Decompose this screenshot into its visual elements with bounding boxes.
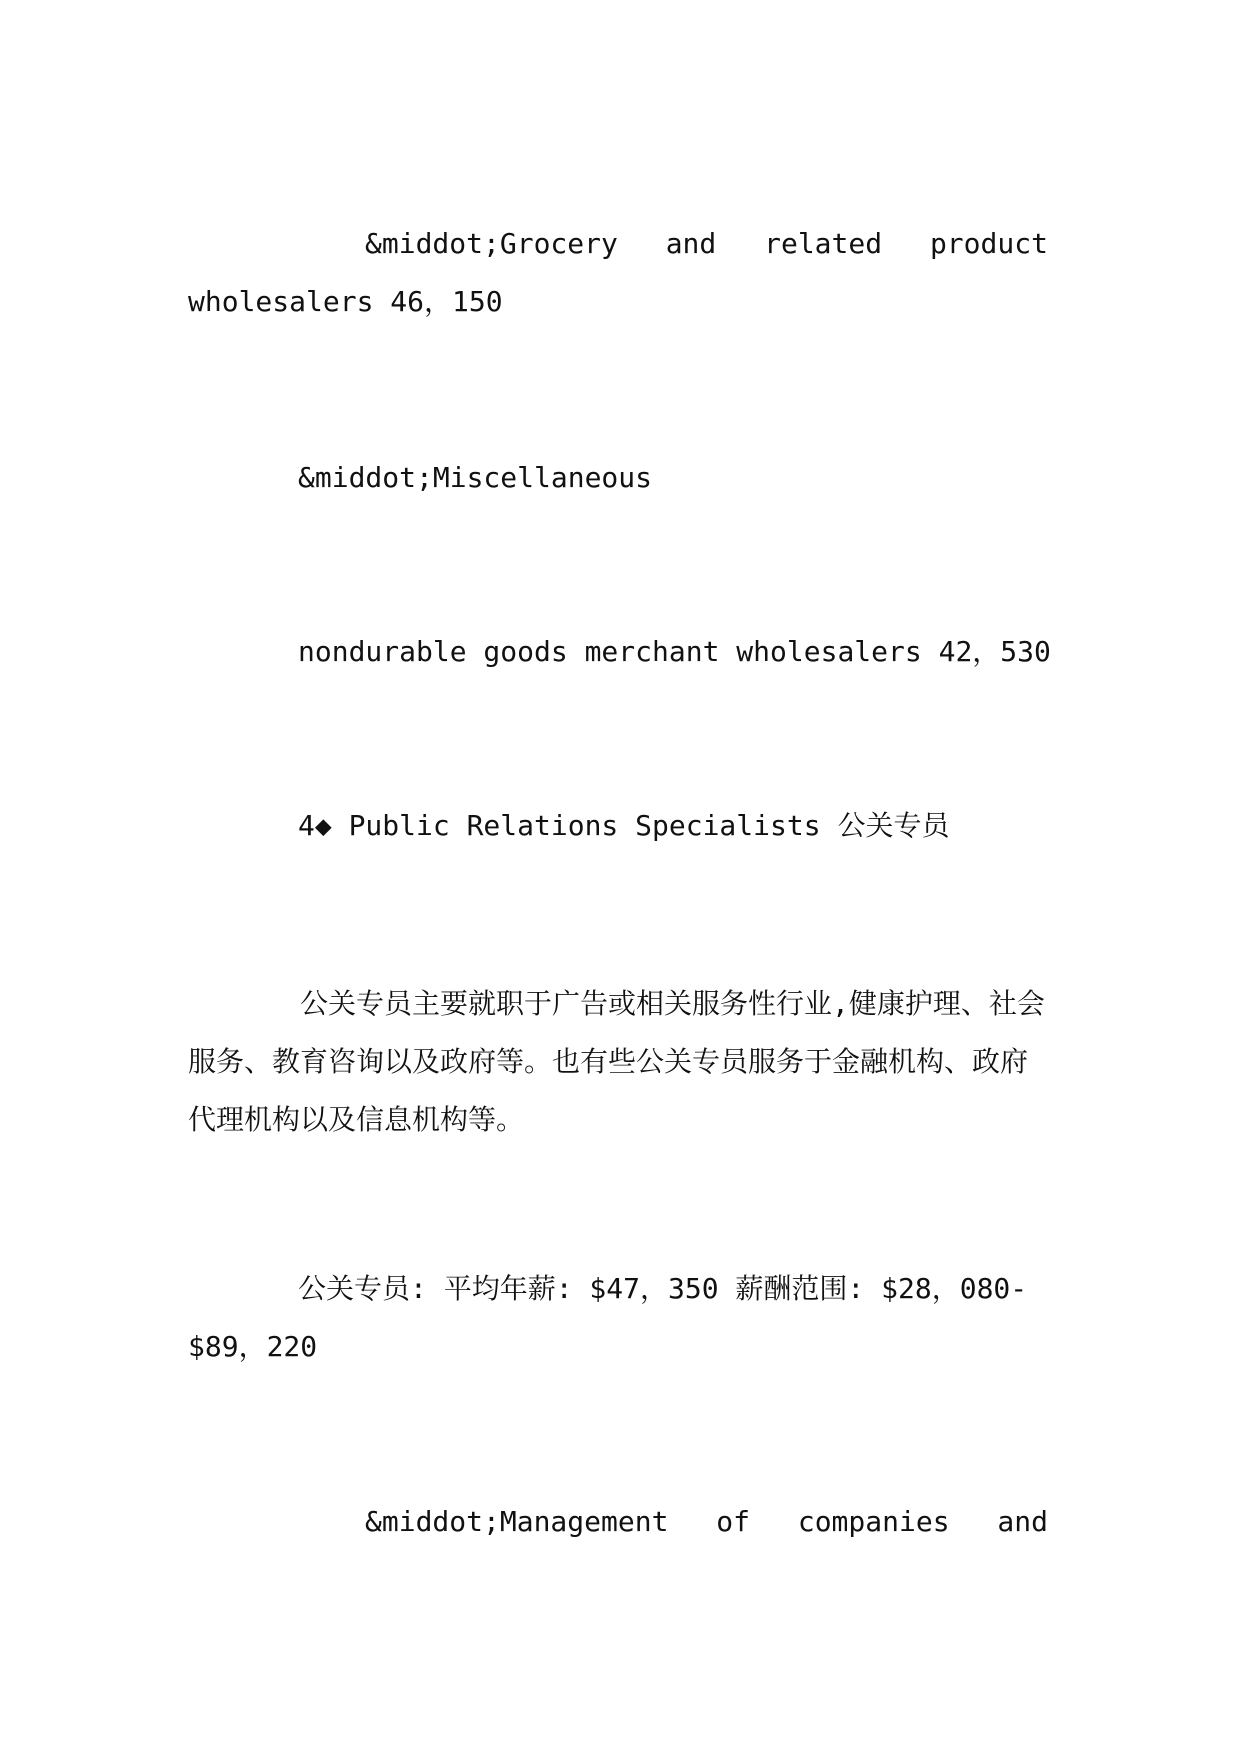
miscellaneous-line: &middot;Miscellaneous (298, 461, 653, 494)
word: of (716, 1505, 750, 1538)
management-line (365, 1502, 1048, 1542)
word: related (764, 227, 883, 260)
nondurable-line: nondurable goods merchant wholesalers 42，530 (298, 635, 1051, 668)
word: &middot;Management (365, 1505, 669, 1538)
word: companies (797, 1505, 950, 1538)
pr-description-paragraph: 公关专员主要就职于广告或相关服务性行业,健康护理、社会服务、教育咨询以及政府等。也有些公关专员服务于金融机构、政府代理机构以及信息机构等。 (188, 987, 1045, 1136)
salary-text: 公关专员: 平均年薪: $47，350 薪酬范围: $28，080- (298, 1272, 1028, 1305)
salary-line (298, 1269, 1048, 1309)
grocery-line-2: wholesalers 46，150 (188, 285, 503, 318)
salary-line-2: $89，220 (188, 1330, 318, 1363)
grocery-line (365, 224, 1048, 264)
word: and (665, 227, 717, 260)
word: and (997, 1505, 1048, 1538)
section-heading: 4◆ Public Relations Specialists 公关专员 (298, 809, 950, 842)
word: product (929, 227, 1048, 260)
word: &middot;Grocery (365, 227, 618, 260)
